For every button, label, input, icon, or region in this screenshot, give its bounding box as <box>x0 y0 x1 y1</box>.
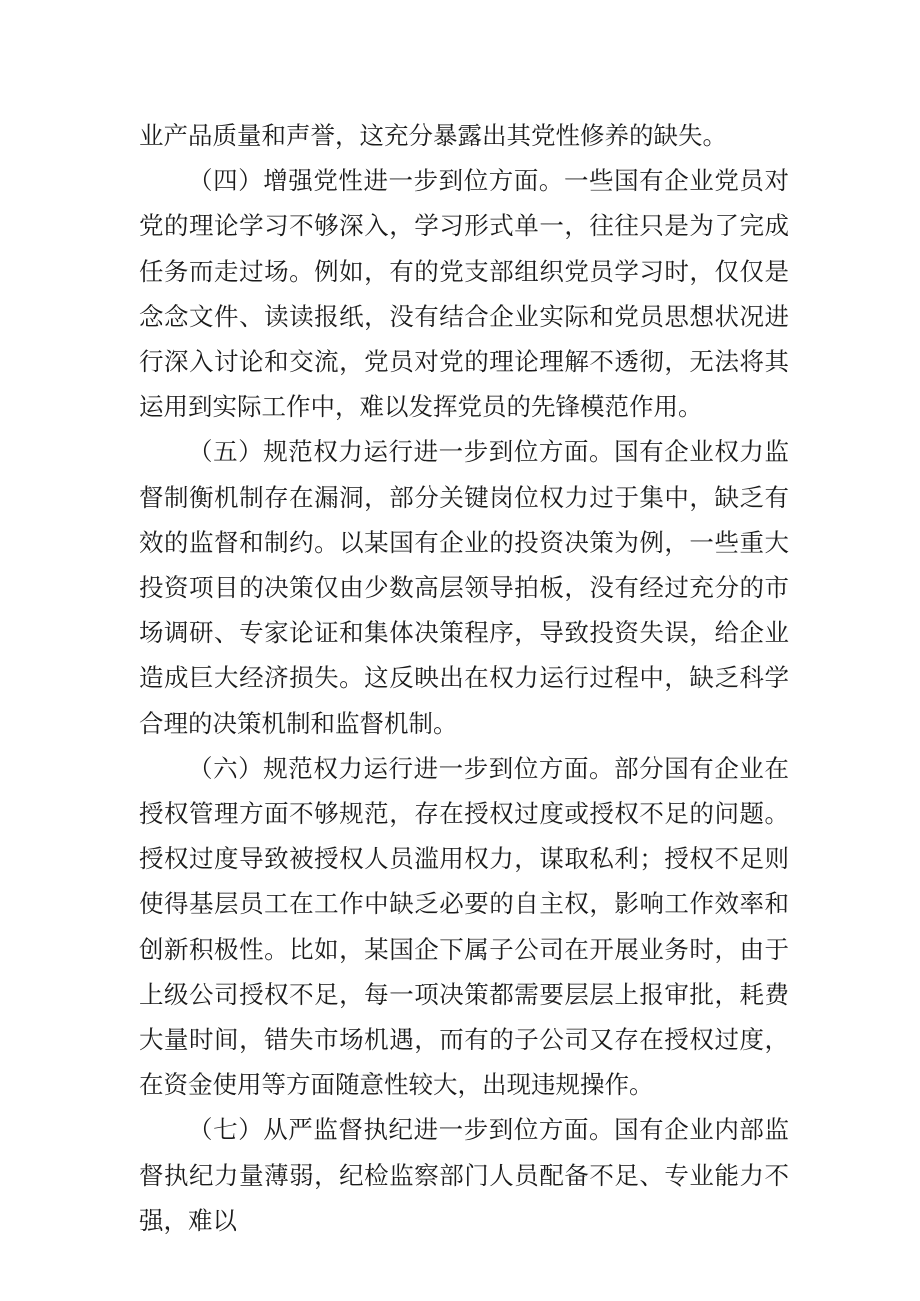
paragraph-section-5: （五）规范权力运行进一步到位方面。国有企业权力监督制衡机制存在漏洞，部分关键岗位权力过于集中，缺乏有效的监督和制约。以某国有企业的投资决策为例，一些重大投资项目的决策仅由少数高层领导拍板，没有经过充分的市场调研、专家论证和集体决策程序，导致投资失误，给企业造成巨大经济损失。这反映出在权力运行过程中，缺乏科学合理的决策机制和监督机制。 <box>139 437 789 738</box>
paragraph-section-4: （四）增强党性进一步到位方面。一些国有企业党员对党的理论学习不够深入，学习形式单一，往往只是为了完成任务而走过场。例如，有的党支部组织党员学习时，仅仅是念念文件、读读报纸，没有结合企业实际和党员思想状况进行深入讨论和交流，党员对党的理论理解不透彻，无法将其运用到实际工作中，难以发挥党员的先锋模范作用。 <box>139 166 789 422</box>
document-body <box>139 113 789 1243</box>
paragraph-section-6: （六）规范权力运行进一步到位方面。部分国有企业在授权管理方面不够规范，存在授权过度或授权不足的问题。授权过度导致被授权人员滥用权力，谋取私利；授权不足则使得基层员工在工作中缺乏必要的自主权，影响工作效率和创新积极性。比如，某国企下属子公司在开展业务时，由于上级公司授权不足，每一项决策都需要层层上报审批，耗费大量时间，错失市场机遇，而有的子公司又存在授权过度，在资金使用等方面随意性较大，出现违规操作。 <box>139 753 789 1100</box>
paragraph-continued: 业产品质量和声誉，这充分暴露出其党性修养的缺失。 <box>139 121 727 150</box>
paragraph-section-7: （七）从严监督执纪进一步到位方面。国有企业内部监督执纪力量薄弱，纪检监察部门人员配备不足、专业能力不强，难以 <box>139 1115 789 1235</box>
